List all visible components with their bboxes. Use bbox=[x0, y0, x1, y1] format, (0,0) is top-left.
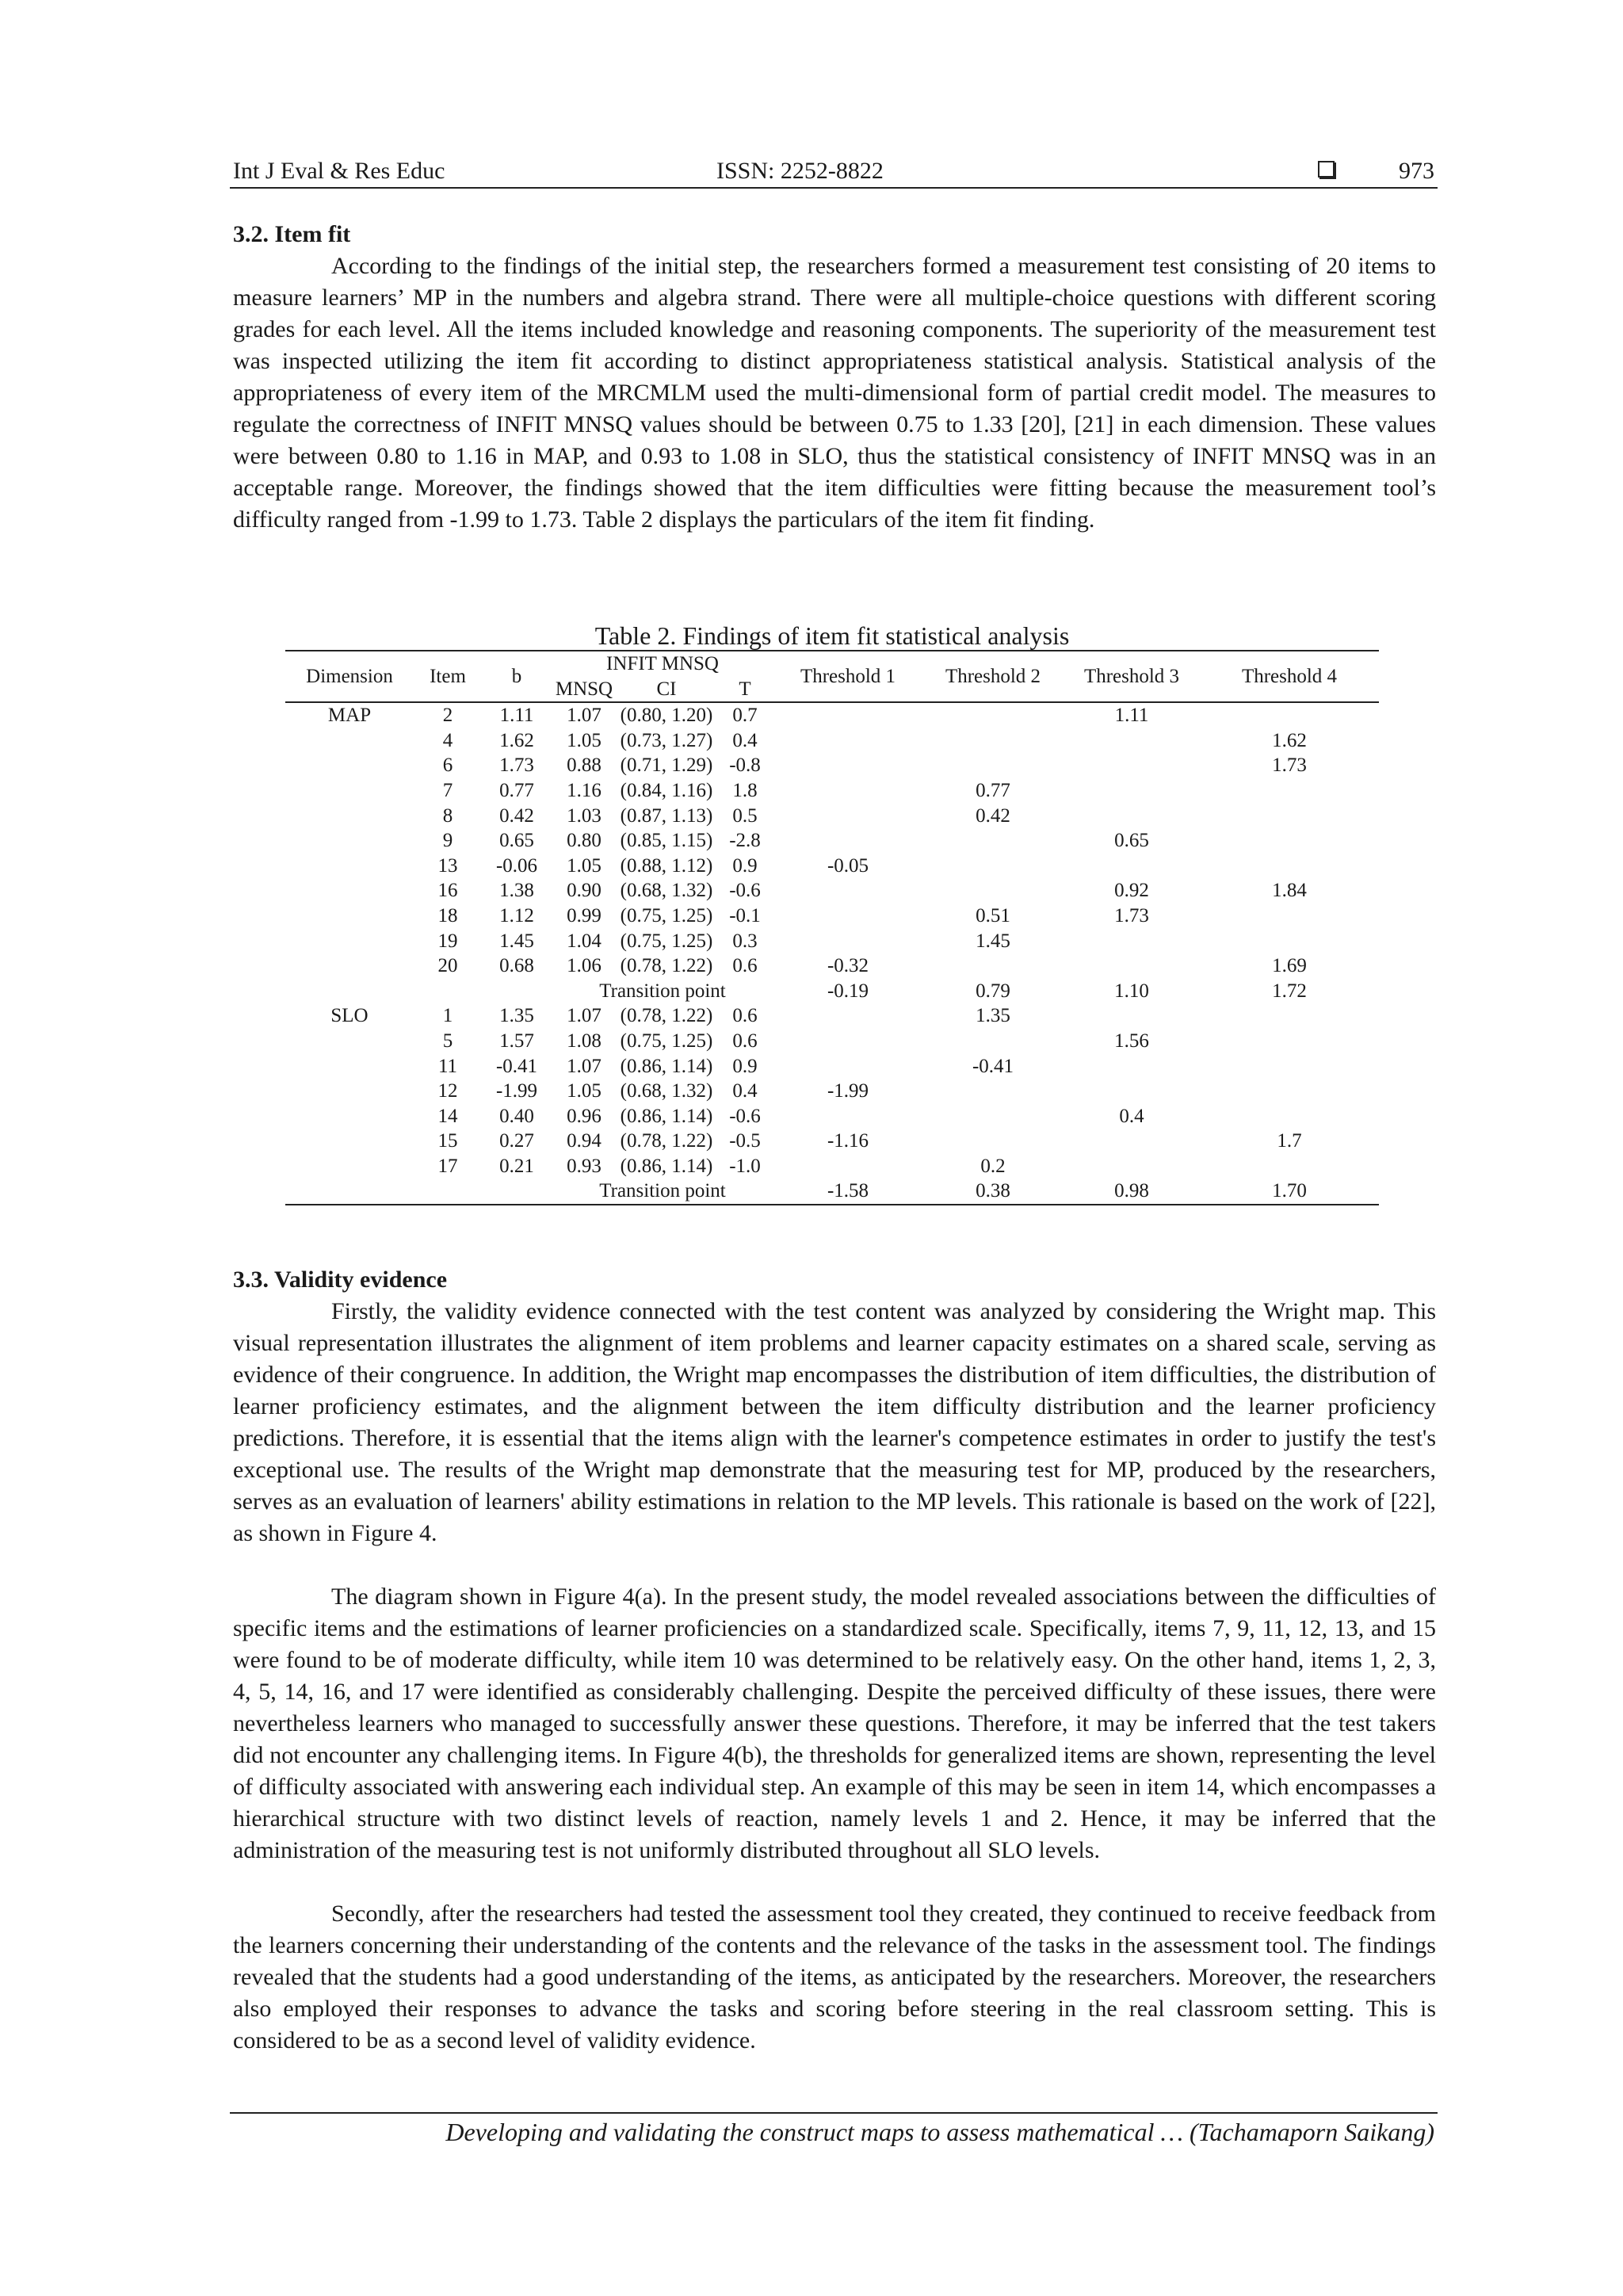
cell-threshold-2 bbox=[922, 753, 1064, 778]
header-threshold-3: Threshold 3 bbox=[1064, 651, 1200, 702]
table-row bbox=[285, 854, 1379, 879]
header-threshold-4: Threshold 4 bbox=[1200, 651, 1379, 702]
page-number: 973 bbox=[1399, 158, 1434, 184]
cell-threshold-1 bbox=[773, 778, 922, 804]
table-row bbox=[285, 1154, 1379, 1179]
cell-mnsq: 1.05 bbox=[567, 1080, 601, 1102]
cell-threshold-3 bbox=[1064, 929, 1200, 954]
cell-dimension bbox=[285, 778, 414, 804]
cell-t: -1.0 bbox=[729, 1155, 761, 1177]
cell-threshold-4: 1.70 bbox=[1200, 1179, 1379, 1205]
table-row bbox=[285, 804, 1379, 829]
cell-threshold-1 bbox=[773, 828, 922, 854]
cell-ci: (0.68, 1.32) bbox=[620, 1080, 713, 1102]
cell-ci: (0.71, 1.29) bbox=[620, 755, 713, 777]
cell-threshold-3 bbox=[1064, 953, 1200, 979]
cell-threshold-2: 1.35 bbox=[976, 1005, 1010, 1027]
cell-mnsq: 1.03 bbox=[567, 804, 601, 827]
cell-threshold-4: 1.62 bbox=[1272, 729, 1307, 751]
cell-ci: (0.80, 1.20) bbox=[620, 705, 713, 727]
table-row bbox=[285, 878, 1379, 904]
cell-item: 8 bbox=[442, 804, 453, 827]
running-title: Developing and validating the construct maps to assess mathematical … (Tachamaporn Saikang) bbox=[445, 2118, 1434, 2146]
cell-b: 0.68 bbox=[499, 955, 534, 977]
table-row bbox=[285, 1129, 1379, 1154]
cell-mnsq: 1.07 bbox=[567, 1005, 601, 1027]
cell-mnsq: 1.04 bbox=[567, 930, 601, 952]
cell-ci: (0.84, 1.16) bbox=[620, 779, 713, 801]
cell-threshold-4 bbox=[1200, 778, 1379, 804]
issn: ISSN: 2252-8822 bbox=[716, 158, 884, 184]
table-row bbox=[285, 828, 1379, 854]
header-ci: CI bbox=[617, 677, 716, 703]
cell-threshold-2 bbox=[922, 728, 1064, 754]
cell-threshold-3 bbox=[1064, 1079, 1200, 1104]
cell-threshold-2 bbox=[922, 1104, 1064, 1129]
cell-b: 0.42 bbox=[499, 804, 534, 827]
cell-t: 0.9 bbox=[732, 854, 758, 877]
cell-item: 16 bbox=[437, 880, 458, 902]
cell-t: 0.4 bbox=[732, 1080, 758, 1102]
section-heading-validity-evidence: 3.3. Validity evidence bbox=[233, 1266, 448, 1293]
table-row bbox=[285, 904, 1379, 929]
validity-paragraph-3: Secondly, after the researchers had tested the assessment tool they created, they continued to receive feedback from the learners concerning their understanding of the contents and the relevance of the tasks in the assessment tool. The findings revealed that the students had a good understanding of the items, as anticipated by the researchers. Moreover, the researchers also employed their responses to advance the tasks and scoring before steering in the real classroom setting. This is considered to be as a second level of validity evidence. bbox=[233, 1901, 1436, 2053]
cell-dimension bbox=[285, 1054, 414, 1079]
cell-dimension: MAP bbox=[327, 705, 372, 727]
cell-ci: (0.78, 1.22) bbox=[620, 1005, 713, 1027]
cell-dimension bbox=[285, 1104, 414, 1129]
cell-threshold-3 bbox=[1064, 728, 1200, 754]
transition-spacer bbox=[285, 1179, 552, 1205]
transition-spacer bbox=[285, 979, 552, 1004]
cell-ci: (0.86, 1.14) bbox=[620, 1055, 713, 1077]
cell-mnsq: 0.90 bbox=[567, 880, 601, 902]
header-infit-mnsq: INFIT MNSQ bbox=[552, 651, 773, 677]
cell-ci: (0.73, 1.27) bbox=[620, 729, 713, 751]
cell-item: 5 bbox=[442, 1030, 453, 1052]
cell-b: 1.57 bbox=[499, 1030, 534, 1052]
cell-dimension: SLO bbox=[330, 1005, 369, 1027]
cell-threshold-4: 1.69 bbox=[1272, 955, 1307, 977]
cell-dimension bbox=[285, 854, 414, 879]
cell-b: 1.62 bbox=[499, 729, 534, 751]
cell-t: 0.4 bbox=[732, 729, 758, 751]
cell-threshold-2: 0.38 bbox=[922, 1179, 1064, 1205]
cell-dimension bbox=[285, 929, 414, 954]
cell-dimension bbox=[285, 904, 414, 929]
cell-threshold-2: -0.41 bbox=[972, 1055, 1014, 1077]
cell-b: -0.41 bbox=[495, 1055, 538, 1077]
cell-item: 18 bbox=[437, 904, 458, 926]
cell-threshold-4 bbox=[1200, 828, 1379, 854]
cell-threshold-1 bbox=[773, 804, 922, 829]
cell-threshold-3: 0.98 bbox=[1064, 1179, 1200, 1205]
cell-item: 19 bbox=[437, 930, 458, 952]
cell-item: 11 bbox=[437, 1055, 458, 1077]
cell-mnsq: 1.07 bbox=[567, 1055, 601, 1077]
cell-threshold-4 bbox=[1200, 702, 1379, 728]
cell-b: 0.21 bbox=[499, 1155, 534, 1177]
cell-item: 13 bbox=[437, 854, 458, 877]
table-row bbox=[285, 753, 1379, 778]
cell-threshold-2 bbox=[922, 854, 1064, 879]
cell-threshold-2: 0.42 bbox=[976, 804, 1010, 827]
cell-threshold-1: -1.99 bbox=[827, 1080, 869, 1102]
cell-threshold-3 bbox=[1064, 1003, 1200, 1029]
cell-b: 1.45 bbox=[499, 930, 534, 952]
cell-ci: (0.68, 1.32) bbox=[620, 880, 713, 902]
table-body bbox=[285, 702, 1379, 1205]
square-bullet-icon bbox=[1318, 161, 1335, 178]
cell-threshold-1 bbox=[773, 1029, 922, 1054]
cell-ci: (0.86, 1.14) bbox=[620, 1155, 713, 1177]
cell-threshold-1 bbox=[773, 728, 922, 754]
table-header-row bbox=[285, 651, 1379, 677]
table-row bbox=[285, 1104, 1379, 1129]
section-heading-item-fit: 3.2. Item fit bbox=[233, 221, 351, 247]
cell-t: -0.8 bbox=[729, 755, 761, 777]
cell-t: 0.9 bbox=[732, 1055, 758, 1077]
cell-threshold-1 bbox=[773, 904, 922, 929]
cell-threshold-3 bbox=[1064, 804, 1200, 829]
validity-paragraph-2: The diagram shown in Figure 4(a). In the present study, the model revealed associations between the difficulties of specific items and the estimations of learner proficiencies on a standardized scale. Specifically, items 7, 9, 11, 12, 13, and 15 were found to be of moderate difficulty, while item 10 was determined to be relatively easy. On the other hand, items 1, 2, 3, 4, 5, 14, 16, and 17 were identified as considerably challenging. Despite the perceived difficulty of these issues, there were nevertheless learners who managed to successfully answer these questions. Therefore, it may be inferred that the test takers did not encounter any challenging items. In Figure 4(b), the thresholds for generalized items are shown, representing the level of difficulty associated with answering each individual step. An example of this may be seen in item 14, which encompasses a hierarchical structure with two distinct levels of reaction, namely levels 1 and 2. Hence, it may be inferred that the administration of the measuring test is not uniformly distributed throughout all SLO levels. bbox=[233, 1584, 1436, 1863]
cell-ci: (0.87, 1.13) bbox=[620, 804, 713, 827]
cell-threshold-4 bbox=[1200, 854, 1379, 879]
cell-threshold-4 bbox=[1200, 1154, 1379, 1179]
cell-threshold-3 bbox=[1064, 1129, 1200, 1154]
cell-item: 20 bbox=[437, 955, 458, 977]
transition-label: Transition point bbox=[599, 980, 726, 1002]
cell-t: -0.6 bbox=[729, 880, 761, 902]
table-row bbox=[285, 728, 1379, 754]
cell-t: -0.6 bbox=[729, 1105, 761, 1127]
cell-item: 1 bbox=[442, 1005, 453, 1027]
cell-threshold-3 bbox=[1064, 1154, 1200, 1179]
cell-item: 15 bbox=[437, 1130, 458, 1152]
cell-t: 1.8 bbox=[732, 779, 758, 801]
cell-b: 0.40 bbox=[499, 1105, 534, 1127]
cell-b: 1.73 bbox=[499, 755, 534, 777]
cell-threshold-3: 1.73 bbox=[1114, 904, 1149, 926]
header-dimension: Dimension bbox=[285, 651, 414, 702]
table-row bbox=[285, 778, 1379, 804]
cell-t: 0.5 bbox=[732, 804, 758, 827]
cell-threshold-1 bbox=[773, 929, 922, 954]
cell-threshold-1: -0.05 bbox=[827, 854, 869, 877]
cell-threshold-2 bbox=[922, 1029, 1064, 1054]
cell-dimension bbox=[285, 804, 414, 829]
cell-mnsq: 1.05 bbox=[567, 729, 601, 751]
cell-item: 7 bbox=[442, 779, 453, 801]
transition-row bbox=[285, 1179, 1379, 1205]
header-item: Item bbox=[414, 651, 482, 702]
cell-item: 12 bbox=[437, 1080, 458, 1102]
cell-dimension bbox=[285, 753, 414, 778]
table-row bbox=[285, 1054, 1379, 1079]
cell-threshold-2: 0.79 bbox=[976, 980, 1010, 1002]
cell-ci: (0.86, 1.14) bbox=[620, 1105, 713, 1127]
validity-paragraph-1: Firstly, the validity evidence connected with the test content was analyzed by considering the Wright map. This visual representation illustrates the alignment of item problems and learner capacity estimates on a shared scale, serving as evidence of their congruence. In addition, the Wright map encompasses the distribution of item difficulties, the distribution of learner proficiency estimates, and the alignment between the item difficulty distribution and the learner proficiency predictions. Therefore, it is essential that the items align with the learner's competence estimates in order to justify the test's exceptional use. The results of the Wright map demonstrate that the measuring test for MP, produced by the researchers, serves as an evaluation of learners' ability estimations in relation to the MP levels. This rationale is based on the work of [22], as shown in Figure 4. bbox=[233, 1298, 1436, 1546]
cell-threshold-2: 1.45 bbox=[976, 930, 1010, 952]
cell-threshold-1: -1.58 bbox=[773, 1179, 922, 1205]
table-row bbox=[285, 1003, 1379, 1029]
cell-dimension bbox=[285, 1129, 414, 1154]
table-row bbox=[285, 702, 1379, 728]
cell-threshold-3: 0.65 bbox=[1114, 830, 1149, 852]
cell-threshold-4 bbox=[1200, 1104, 1379, 1129]
cell-dimension bbox=[285, 1079, 414, 1104]
cell-threshold-3 bbox=[1064, 854, 1200, 879]
cell-threshold-3: 1.10 bbox=[1114, 980, 1149, 1002]
cell-threshold-4 bbox=[1200, 904, 1379, 929]
cell-threshold-1 bbox=[773, 1054, 922, 1079]
cell-b: 1.12 bbox=[499, 904, 534, 926]
cell-t: -2.8 bbox=[729, 830, 761, 852]
cell-mnsq: 1.08 bbox=[567, 1030, 601, 1052]
cell-b: 0.27 bbox=[499, 1130, 534, 1152]
cell-ci: (0.88, 1.12) bbox=[620, 854, 713, 877]
cell-threshold-4 bbox=[1200, 804, 1379, 829]
table-row bbox=[285, 1029, 1379, 1054]
cell-mnsq: 1.06 bbox=[567, 955, 601, 977]
cell-dimension bbox=[285, 728, 414, 754]
cell-threshold-2 bbox=[922, 702, 1064, 728]
cell-dimension bbox=[285, 1154, 414, 1179]
table-row bbox=[285, 953, 1379, 979]
cell-t: 0.3 bbox=[732, 930, 758, 952]
cell-threshold-4 bbox=[1200, 1029, 1379, 1054]
cell-threshold-1: -0.32 bbox=[827, 955, 869, 977]
cell-threshold-1 bbox=[773, 878, 922, 904]
cell-threshold-2: 0.2 bbox=[980, 1155, 1006, 1177]
cell-item: 6 bbox=[442, 755, 453, 777]
cell-mnsq: 0.88 bbox=[567, 755, 601, 777]
cell-dimension bbox=[285, 953, 414, 979]
cell-threshold-4: 1.73 bbox=[1272, 755, 1307, 777]
cell-dimension bbox=[285, 1029, 414, 1054]
cell-threshold-1 bbox=[773, 1003, 922, 1029]
cell-mnsq: 1.07 bbox=[567, 705, 601, 727]
cell-mnsq: 0.93 bbox=[567, 1155, 601, 1177]
cell-ci: (0.75, 1.25) bbox=[620, 1030, 713, 1052]
cell-b: 0.77 bbox=[499, 779, 534, 801]
cell-dimension bbox=[285, 878, 414, 904]
cell-threshold-1: -0.19 bbox=[827, 980, 869, 1002]
cell-ci: (0.75, 1.25) bbox=[620, 904, 713, 926]
cell-item: 17 bbox=[437, 1155, 458, 1177]
header-threshold-2: Threshold 2 bbox=[922, 651, 1064, 702]
cell-item: 2 bbox=[442, 705, 453, 727]
cell-threshold-2: 0.77 bbox=[976, 779, 1010, 801]
cell-threshold-4: 1.72 bbox=[1272, 980, 1307, 1002]
page-header bbox=[230, 155, 1438, 189]
cell-mnsq: 1.16 bbox=[567, 779, 601, 801]
header-t: T bbox=[716, 677, 773, 703]
cell-threshold-3 bbox=[1064, 778, 1200, 804]
cell-b: 1.35 bbox=[499, 1005, 534, 1027]
cell-mnsq: 0.94 bbox=[567, 1130, 601, 1152]
cell-t: -0.1 bbox=[729, 904, 761, 926]
cell-item: 9 bbox=[442, 830, 453, 852]
header-b: b bbox=[482, 651, 552, 702]
table-row bbox=[285, 929, 1379, 954]
cell-t: -0.5 bbox=[729, 1130, 761, 1152]
cell-t: 0.7 bbox=[732, 705, 758, 727]
cell-ci: (0.85, 1.15) bbox=[620, 830, 713, 852]
cell-t: 0.6 bbox=[732, 955, 758, 977]
cell-b: 1.11 bbox=[499, 705, 534, 727]
cell-threshold-4: 1.84 bbox=[1272, 880, 1307, 902]
cell-ci: (0.78, 1.22) bbox=[620, 955, 713, 977]
table-row bbox=[285, 1079, 1379, 1104]
cell-threshold-3: 1.11 bbox=[1114, 705, 1149, 727]
cell-mnsq: 0.99 bbox=[567, 904, 601, 926]
cell-threshold-2 bbox=[922, 953, 1064, 979]
cell-mnsq: 0.96 bbox=[567, 1105, 601, 1127]
cell-b: 1.38 bbox=[499, 880, 534, 902]
transition-row bbox=[285, 979, 1379, 1004]
header-threshold-1: Threshold 1 bbox=[773, 651, 922, 702]
cell-threshold-3: 1.56 bbox=[1114, 1030, 1149, 1052]
cell-threshold-4 bbox=[1200, 1054, 1379, 1079]
cell-threshold-4 bbox=[1200, 929, 1379, 954]
cell-threshold-3: 0.92 bbox=[1114, 880, 1149, 902]
cell-b: 0.65 bbox=[499, 830, 534, 852]
cell-mnsq: 1.05 bbox=[567, 854, 601, 877]
cell-threshold-4 bbox=[1200, 1003, 1379, 1029]
journal-name: Int J Eval & Res Educ bbox=[233, 158, 445, 184]
cell-t: 0.6 bbox=[732, 1005, 758, 1027]
cell-threshold-2 bbox=[922, 828, 1064, 854]
cell-threshold-3 bbox=[1064, 753, 1200, 778]
cell-b: -1.99 bbox=[495, 1080, 538, 1102]
item-fit-table bbox=[285, 650, 1379, 1205]
cell-item: 14 bbox=[437, 1105, 458, 1127]
cell-threshold-2: 0.51 bbox=[976, 904, 1010, 926]
cell-threshold-1 bbox=[773, 753, 922, 778]
cell-threshold-1 bbox=[773, 702, 922, 728]
table-caption: Table 2. Findings of item fit statistical analysis bbox=[594, 621, 1070, 650]
cell-threshold-1 bbox=[773, 1154, 922, 1179]
cell-dimension bbox=[285, 828, 414, 854]
cell-threshold-2 bbox=[922, 878, 1064, 904]
transition-label: Transition point bbox=[552, 1179, 773, 1205]
cell-threshold-3 bbox=[1064, 1054, 1200, 1079]
cell-b: -0.06 bbox=[495, 854, 538, 877]
footer-rule bbox=[230, 2112, 1438, 2114]
cell-threshold-4: 1.7 bbox=[1277, 1130, 1302, 1152]
cell-threshold-2 bbox=[922, 1129, 1064, 1154]
cell-ci: (0.78, 1.22) bbox=[620, 1130, 713, 1152]
cell-mnsq: 0.80 bbox=[567, 830, 601, 852]
cell-threshold-3: 0.4 bbox=[1119, 1105, 1144, 1127]
cell-threshold-4 bbox=[1200, 1079, 1379, 1104]
cell-threshold-2 bbox=[922, 1079, 1064, 1104]
cell-item: 4 bbox=[442, 729, 453, 751]
cell-t: 0.6 bbox=[732, 1030, 758, 1052]
item-fit-paragraph: According to the findings of the initial step, the researchers formed a measurement test consisting of 20 items to measure learners’ MP in the numbers and algebra strand. There were all multiple-choice questions with different scoring grades for each level. All the items included knowledge and reasoning components. The superiority of the measurement test was inspected utilizing the item fit according to distinct appropriateness statistical analysis. Statistical analysis of the appropriateness of every item of the MRCMLM used the multi-dimensional form of partial credit model. The measures to regulate the correctness of INFIT MNSQ values should be between 0.75 to 1.33 [20], [21] in each dimension. These values were between 0.80 to 1.16 in MAP, and 0.93 to 1.08 in SLO, thus the statistical consistency of INFIT MNSQ was in an acceptable range. Moreover, the findings showed that the item difficulties were fitting because the measurement tool’s difficulty ranged from -1.99 to 1.73. Table 2 displays the particulars of the item fit finding. bbox=[233, 253, 1436, 533]
cell-threshold-1 bbox=[773, 1104, 922, 1129]
cell-threshold-1: -1.16 bbox=[827, 1130, 869, 1152]
header-mnsq: MNSQ bbox=[552, 677, 617, 703]
cell-ci: (0.75, 1.25) bbox=[620, 930, 713, 952]
